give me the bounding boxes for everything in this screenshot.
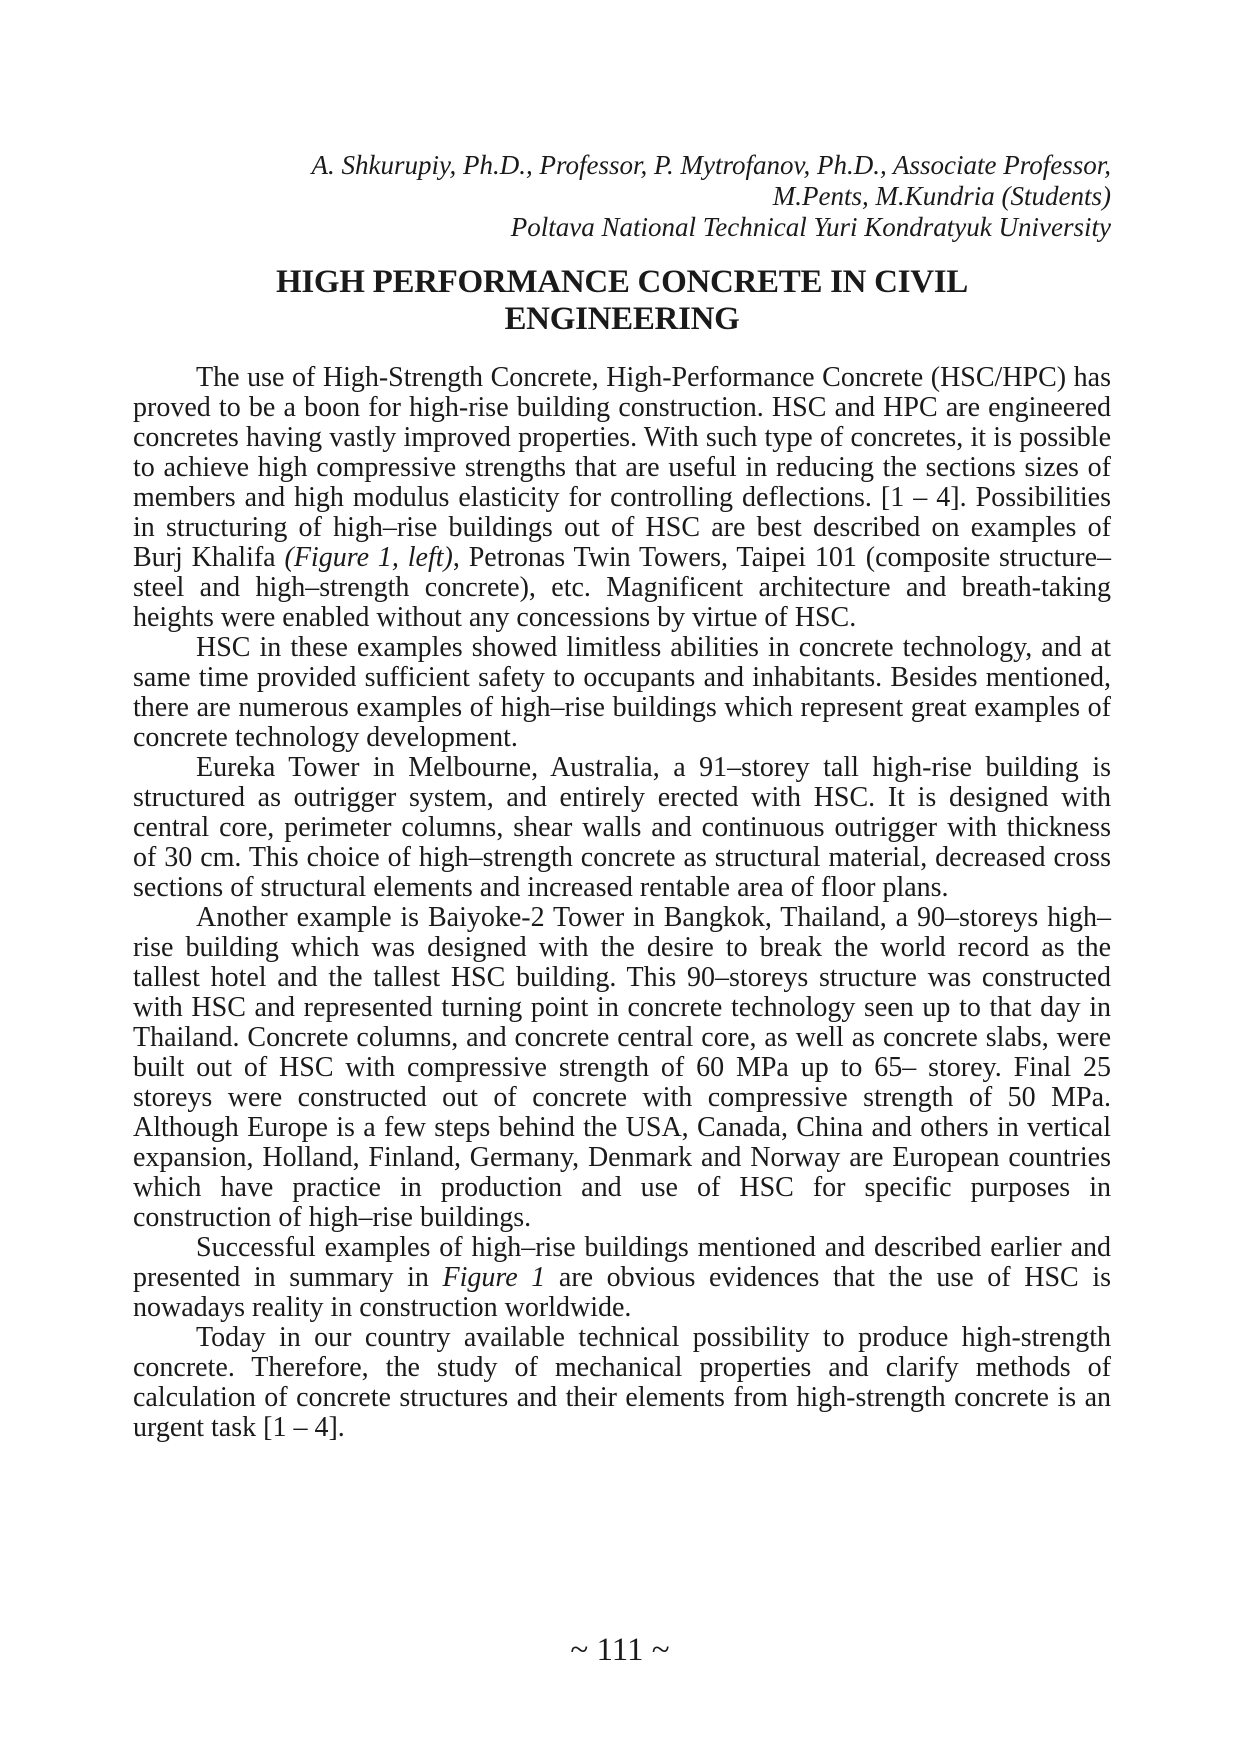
author-line-2: M.Pents, M.Kundria (Students) (772, 181, 1111, 211)
text-run: HSC in these examples showed limitless abilities in concrete technology, and at same time provided sufficient safety to occupants and inhabitants. Besides mentioned, there are numerous examples of high–rise buildings which represent great examples of concrete technology development. (133, 632, 1111, 753)
paper-title-line-1: HIGH PERFORMANCE CONCRETE IN CIVIL (275, 264, 969, 300)
page-number: ~ 111 ~ (570, 1632, 670, 1668)
paragraph-2 (133, 633, 1111, 753)
author-block (133, 150, 1111, 243)
author-line-1: A. Shkurupiy, Ph.D., Professor, P. Mytrofanov, Ph.D., Associate Professor, (311, 150, 1111, 180)
paper-title (133, 264, 1111, 338)
paragraph-5 (133, 1233, 1111, 1323)
text-run: The use of High-Strength Concrete, High-Performance Concrete (HSC/HPC) has proved to be a boon for high-rise building construction. HSC and HPC are engineered concretes having vastly improved properties. With such type of concretes, it is possible to achieve high compressive strengths that are useful in reducing the sections sizes of members and high modulus elasticity for controlling deflections. [1 – 4]. Possibilities in structuring of high–rise buildings out of HSC are best described on examples of Burj Khalifa (133, 362, 1111, 573)
text-run: Eureka Tower in Melbourne, Australia, a 91–storey tall high-rise building is structured as outrigger system, and entirely erected with HSC. It is designed with central core, perimeter columns, shear walls and continuous outrigger with thickness of 30 cm. This choice of high–strength concrete as structural material, decreased cross sections of structural elements and increased rentable area of floor plans. (133, 752, 1111, 903)
text-run: Successful examples of high–rise buildings mentioned and described earlier and presented in summary in (133, 1232, 1111, 1293)
paper-title-line-2: ENGINEERING (504, 301, 740, 337)
affiliation-line: Poltava National Technical Yuri Kondratyuk University (510, 212, 1111, 242)
paragraph-3 (133, 753, 1111, 903)
text-run: are obvious evidences that the use of HSC is nowadays reality in construction worldwide. (133, 1262, 1111, 1323)
text-run: Today in our country available technical possibility to produce high-strength concrete. Therefore, the study of mechanical properties and clarify methods of calculation of concrete structures and their elements from high-strength concrete is an urgent task [1 – 4]. (133, 1322, 1111, 1443)
figure-reference: Figure 1 (442, 1262, 546, 1293)
paragraph-1 (133, 363, 1111, 633)
paragraph-4 (133, 903, 1111, 1233)
text-run: Another example is Baiyoke-2 Tower in Bangkok, Thailand, a 90–storeys high– rise building which was designed with the desire to break the world record as the tallest hotel and the tallest HSC building. This 90–storeys structure was constructed with HSC and represented turning point in concrete technology seen up to that day in Thailand. Concrete columns, and concrete central core, as well as concrete slabs, were built out of HSC with compressive strength of 60 MPa up to 65– storey. Final 25 storeys were constructed out of concrete with compressive strength of 50 MPa. Although Europe is a few steps behind the USA, Canada, China and others in vertical expansion, Holland, Finland, Germany, Denmark and Norway are European countries which have practice in production and use of HSC for specific purposes in construction of high–rise buildings. (133, 902, 1111, 1233)
page-content (133, 150, 1111, 1443)
text-run: , Petronas Twin Towers, Taipei 101 (composite structure–steel and high–strength concrete), etc. Magnificent architecture and breath-taking heights were enabled without any concessions by virtue of HSC. (133, 542, 1111, 633)
paragraph-6 (133, 1323, 1111, 1443)
article-body (133, 363, 1111, 1443)
figure-reference: (Figure 1, left) (284, 542, 453, 573)
